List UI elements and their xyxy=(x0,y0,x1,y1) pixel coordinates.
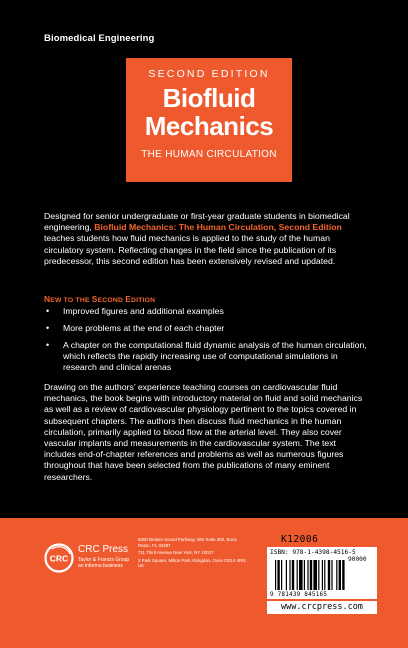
publisher-group: Taylor & Francis Group xyxy=(78,557,130,563)
new-edition-list xyxy=(44,306,368,379)
bullet-icon: • xyxy=(46,339,50,350)
heading-initial-n: N xyxy=(44,294,51,304)
heading-initial-s: S xyxy=(91,294,98,304)
heading-part-1: EW TO THE xyxy=(50,297,92,304)
barcode-bar xyxy=(324,560,325,590)
barcode-bar xyxy=(281,560,282,590)
description-highlight: Biofluid Mechanics: The Human Circulation, Second Edition xyxy=(94,222,342,233)
series-label: Biomedical Engineering xyxy=(44,33,155,44)
list-item-text: More problems at the end of each chapter xyxy=(63,322,225,333)
barcode-bar xyxy=(297,560,298,590)
barcode-bar xyxy=(322,560,323,590)
list-item-text: A chapter on the computational fluid dynamic analysis of the human circulation, which reflects the rapidly increasing use of computational simulations in research and clinical arenas xyxy=(63,339,367,372)
barcode-icon xyxy=(275,560,373,590)
address-line: 6000 Broken Sound Parkway, NW Suite 300, Boca Raton, FL 33487 xyxy=(138,537,237,548)
barcode-bar xyxy=(313,560,317,590)
barcode-bar xyxy=(339,560,341,590)
publisher-group-sub: an informa business xyxy=(78,563,123,569)
svg-text:CRC: CRC xyxy=(49,553,69,564)
list-item xyxy=(44,306,368,317)
barcode-bar xyxy=(328,560,330,590)
heading-part-3: DITION xyxy=(131,297,156,304)
publisher-website: www.crcpress.com xyxy=(267,601,377,614)
list-item xyxy=(44,323,368,334)
title-line-1: Biofluid xyxy=(162,83,256,113)
barcode-bar xyxy=(318,560,319,590)
crc-logo-icon xyxy=(44,543,74,573)
list-item-text: Improved figures and additional examples xyxy=(63,306,224,316)
barcode-bar xyxy=(299,560,303,590)
description-paragraph xyxy=(44,211,370,267)
subtitle: THE HUMAN CIRCULATION xyxy=(141,149,277,160)
barcode-bar xyxy=(331,560,332,590)
publisher-addresses xyxy=(138,537,248,571)
body-paragraph: Drawing on the authors’ experience teaching courses on cardiovascular fluid mechanics, the book begins with introductory material on fluid and solid mechanics as well as a review of cardiovascular physiology pertinent to the topics covered in subsequent chapters. The authors then discuss fluid mechanics in the human circulation, primarily applied to blood flow at the arterial level. They also cover vascular implants and measurements in the cardiovascular system. The text includes end-of-chapter references and problems as well as numerous figures throughout that have been selected from the publications of many eminent researchers. xyxy=(44,382,363,482)
barcode-bar xyxy=(310,560,312,590)
publisher-name: CRC Press xyxy=(78,544,129,555)
barcode-bar xyxy=(307,560,308,590)
barcode-bar xyxy=(277,560,279,590)
description-part-2: teaches students how fluid mechanics is applied to the study of the human circulatory system. Reflecting changes in the field since the publication of its predecessor, this second edition has been extensively revised and updated. xyxy=(44,233,337,266)
new-edition-heading xyxy=(44,294,155,304)
barcode-bar xyxy=(304,560,305,590)
address-line: 711 Third Avenue New York, NY 10017 xyxy=(138,550,214,556)
heading-initial-e: E xyxy=(125,294,132,304)
barcode-bar xyxy=(286,560,287,590)
heading-part-2: ECOND xyxy=(97,297,126,304)
title-block xyxy=(126,58,292,182)
isbn-label: ISBN: 978-1-4398-4516-5 xyxy=(270,549,356,556)
barcode-bar xyxy=(336,560,337,590)
edition-label: SECOND EDITION xyxy=(148,68,270,80)
list-item xyxy=(44,340,368,374)
price-code: 90000 xyxy=(348,556,367,563)
barcode-bar xyxy=(275,560,276,590)
barcode-bar xyxy=(292,560,294,590)
catalog-code: K12006 xyxy=(281,534,319,545)
barcode-digits: 9 781439 845165 xyxy=(270,591,328,598)
barcode-bar xyxy=(342,560,344,590)
address-line: 2 Park Square, Milton Park Abingdon, Oxon OX14 4RN, UK xyxy=(138,557,247,569)
title-line-2: Mechanics xyxy=(144,111,274,141)
bullet-icon: • xyxy=(46,306,50,316)
bullet-icon: • xyxy=(46,322,50,333)
barcode-bar xyxy=(289,560,290,590)
description-part-1: Designed for senior undergraduate or first-year graduate students in biomedical engineering, xyxy=(44,211,350,233)
